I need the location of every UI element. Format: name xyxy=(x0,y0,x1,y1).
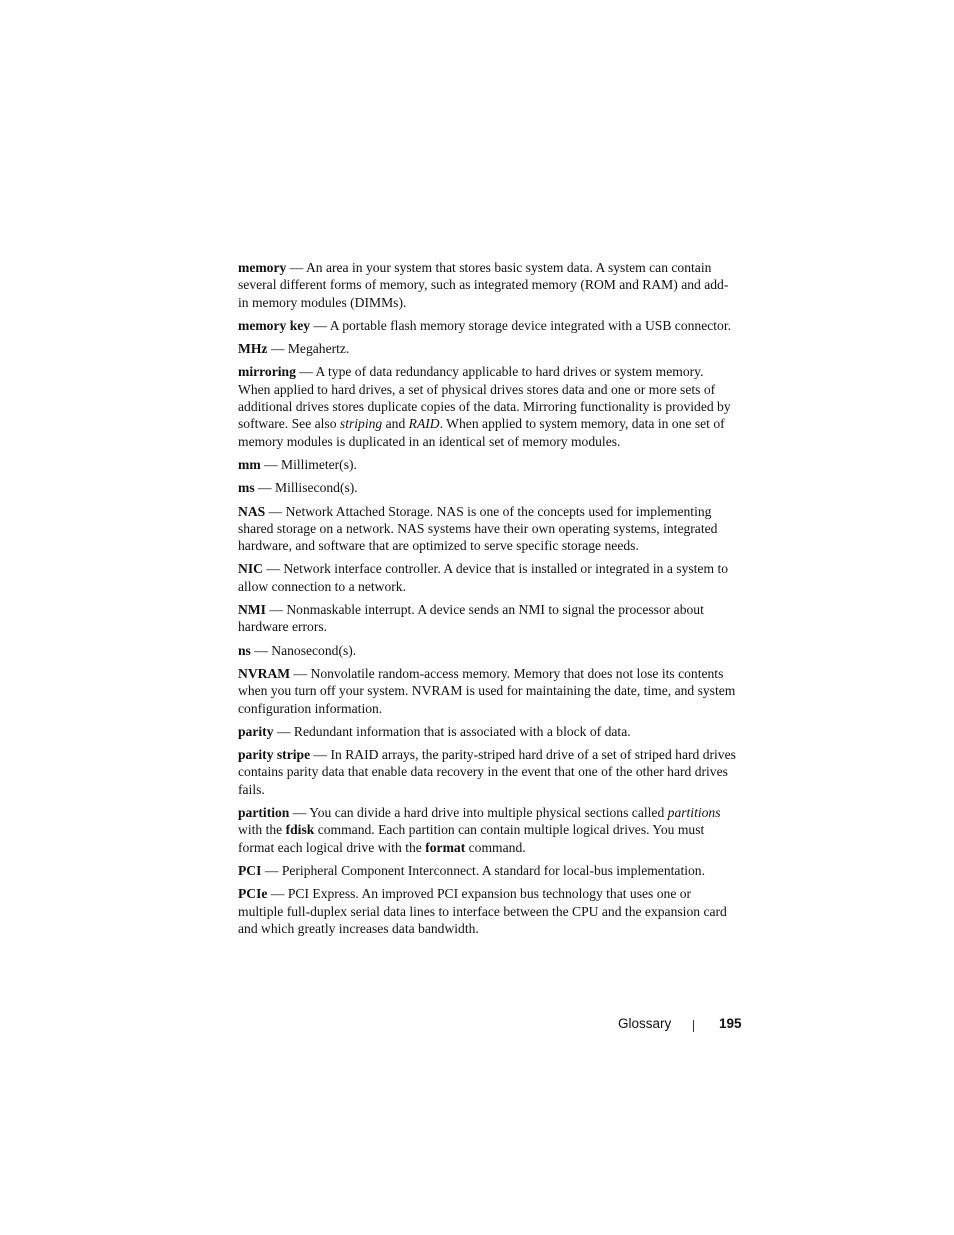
definition-text: — Network Attached Storage. NAS is one of the concepts used for implementing shared storage on a network. NAS systems have their own operating systems, integrated hardware, and software that are optimized to serve specific storage needs. xyxy=(238,503,718,554)
definition-text: — Millimeter(s). xyxy=(260,456,357,472)
definition-text: — Nonmaskable interrupt. A device sends an NMI to signal the processor about hardware errors. xyxy=(238,602,704,635)
definition-text: — An area in your system that stores basic system data. A system can contain several different forms of memory, such as integrated memory (ROM and RAM) and add-in memory modules (DIMMs). xyxy=(238,260,729,310)
glossary-term: NVRAM xyxy=(238,665,291,681)
glossary-entry xyxy=(238,340,738,357)
emphasized-text: striping xyxy=(339,416,383,432)
glossary-definition xyxy=(267,341,349,356)
emphasized-text: partitions xyxy=(667,805,721,821)
glossary-definition xyxy=(238,364,731,448)
glossary-term: mm xyxy=(238,456,261,472)
definition-text: command. Each partition can contain multiple logical drives. You must format each logical drive with the xyxy=(238,822,705,855)
footer-section-title: Glossary xyxy=(618,1016,672,1031)
definition-text: — A type of data redundancy applicable to hard drives or system memory. When applied to hard drives, a set of physical drives stores data and one or more sets of additional drives stores duplicate copies of the data. Mirroring functionality is provided by software. See also xyxy=(238,364,731,432)
emphasized-text: RAID xyxy=(408,416,440,432)
glossary-term: memory xyxy=(238,260,287,275)
glossary-entry xyxy=(238,723,738,740)
glossary-term: ns xyxy=(238,642,251,658)
glossary-entry xyxy=(238,665,738,717)
glossary-definition xyxy=(238,602,704,634)
glossary-definition xyxy=(238,805,721,855)
glossary-term: PCI xyxy=(238,862,262,878)
glossary-term: PCIe xyxy=(238,886,268,902)
glossary-term: NAS xyxy=(238,503,266,519)
glossary-term: memory key xyxy=(238,317,311,333)
glossary-definition xyxy=(238,747,736,797)
glossary-entry xyxy=(238,479,738,496)
glossary-entry xyxy=(238,456,738,473)
definition-text: and xyxy=(382,416,409,432)
glossary-term: ms xyxy=(238,480,255,496)
definition-text: . When applied to system memory, data in one set of memory modules is duplicated in an identical set of memory modules. xyxy=(238,416,725,449)
glossary-term: parity stripe xyxy=(238,747,311,763)
footer-divider xyxy=(693,1020,694,1032)
definition-text: — You can divide a hard drive into multiple physical sections called xyxy=(289,805,668,821)
glossary-definition xyxy=(238,561,728,593)
glossary-entry xyxy=(238,259,738,311)
glossary-definition xyxy=(261,863,705,878)
definition-text: — Nonvolatile random-access memory. Memory that does not lose its contents when you turn off your system. NVRAM is used for maintaining the date, time, and system configuration information. xyxy=(238,665,736,716)
glossary-term: MHz xyxy=(238,341,268,357)
glossary-term: mirroring xyxy=(238,364,296,380)
definition-text: — Network interface controller. A device that is installed or integrated in a system to allow connection to a network. xyxy=(238,561,729,594)
definition-text: command. xyxy=(465,839,526,855)
glossary-entry xyxy=(238,601,738,636)
glossary-entry xyxy=(238,560,738,595)
definition-text: — A portable flash memory storage device integrated with a USB connector. xyxy=(310,317,732,333)
glossary-definition xyxy=(238,666,735,716)
definition-text: — Nanosecond(s). xyxy=(250,642,357,658)
glossary-term: parity xyxy=(238,723,274,739)
definition-text: with the xyxy=(238,822,286,838)
page-number: 195 xyxy=(719,1016,742,1031)
glossary-definition xyxy=(274,724,631,739)
glossary-definition xyxy=(261,457,357,472)
glossary-entry xyxy=(238,862,738,879)
definition-text: — Redundant information that is associated with a block of data. xyxy=(273,723,631,739)
page-footer xyxy=(0,1014,954,1036)
definition-text: — Peripheral Component Interconnect. A standard for local-bus implementation. xyxy=(261,862,705,878)
glossary-entry xyxy=(238,317,738,334)
glossary-entry xyxy=(238,804,738,856)
definition-text: — Megahertz. xyxy=(267,341,350,357)
definition-text: — Millisecond(s). xyxy=(254,480,358,496)
glossary-term: NIC xyxy=(238,561,263,577)
glossary-entry xyxy=(238,642,738,659)
glossary-definition xyxy=(251,643,356,658)
glossary-definition xyxy=(238,260,728,310)
definition-text: — PCI Express. An improved PCI expansion bus technology that uses one or multiple full-duplex serial data lines to interface between the CPU and the expansion card and which greatly increases data bandwidth. xyxy=(238,886,727,936)
glossary-definition xyxy=(238,504,717,554)
glossary-entry xyxy=(238,503,738,555)
glossary-list xyxy=(238,259,738,943)
glossary-term: NMI xyxy=(238,602,266,618)
definition-text: — In RAID arrays, the parity-striped hard drive of a set of striped hard drives contains parity data that enable data recovery in the event that one of the other hard drives fails. xyxy=(238,747,736,797)
glossary-entry xyxy=(238,885,738,937)
glossary-entry xyxy=(238,746,738,798)
glossary-definition xyxy=(255,480,358,495)
command-name: fdisk xyxy=(285,822,315,838)
glossary-definition xyxy=(310,318,731,333)
glossary-entry xyxy=(238,363,738,449)
command-name: format xyxy=(425,839,466,855)
glossary-definition xyxy=(238,886,727,936)
glossary-term: partition xyxy=(238,805,290,821)
